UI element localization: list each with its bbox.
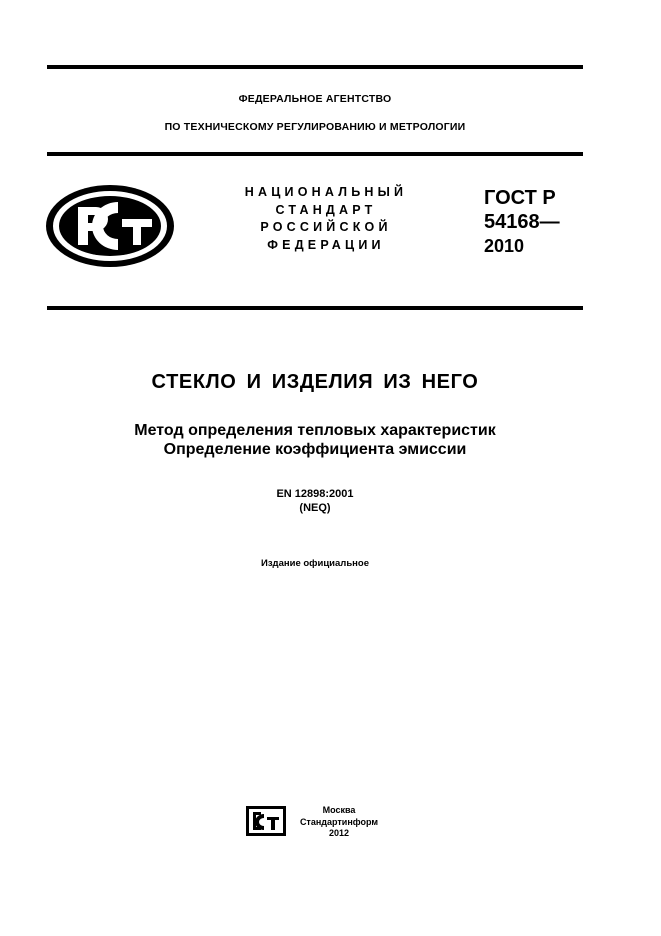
standard-designation [484,186,560,258]
reference-standard [47,487,583,515]
designation-number: 54168— [484,211,560,233]
designation-prefix: ГОСТ Р [484,187,556,209]
header-bottom-rule [47,306,583,310]
reference-code: EN 12898:2001 [276,488,354,500]
edition-label: Издание официальное [261,558,369,569]
designation-year: 2010 [484,236,525,256]
publisher-city: Москва [322,805,356,815]
agency-line-1: ФЕДЕРАЛЬНОЕ АГЕНТСТВО [238,93,392,105]
standard-type [236,184,416,254]
standard-type-line-3: РОССИЙСКОЙ [260,220,392,234]
publisher-info [293,805,385,840]
standard-type-line-4: ФЕДЕРАЦИИ [267,237,385,252]
reference-equivalence: (NEQ) [299,502,331,514]
publisher-name: Стандартинформ [299,816,379,827]
subtitle-line-1: Метод определения тепловых характеристик [134,422,496,439]
rst-logo-icon [44,183,176,269]
subtitle-line-2: Определение коэффициента эмиссии [163,441,467,458]
standartinform-logo-icon [245,805,287,837]
top-rule [47,65,583,69]
publisher-year: 2012 [328,828,350,838]
agency-line-2: ПО ТЕХНИЧЕСКОМУ РЕГУЛИРОВАНИЮ И МЕТРОЛОГИИ [164,121,466,133]
document-title: СТЕКЛО И ИЗДЕЛИЯ ИЗ НЕГО [151,371,479,393]
standard-type-line-2: СТАНДАРТ [275,202,377,217]
standard-type-line-1: НАЦИОНАЛЬНЫЙ [244,185,408,199]
document-subtitle [47,421,583,459]
header-divider [47,152,583,156]
